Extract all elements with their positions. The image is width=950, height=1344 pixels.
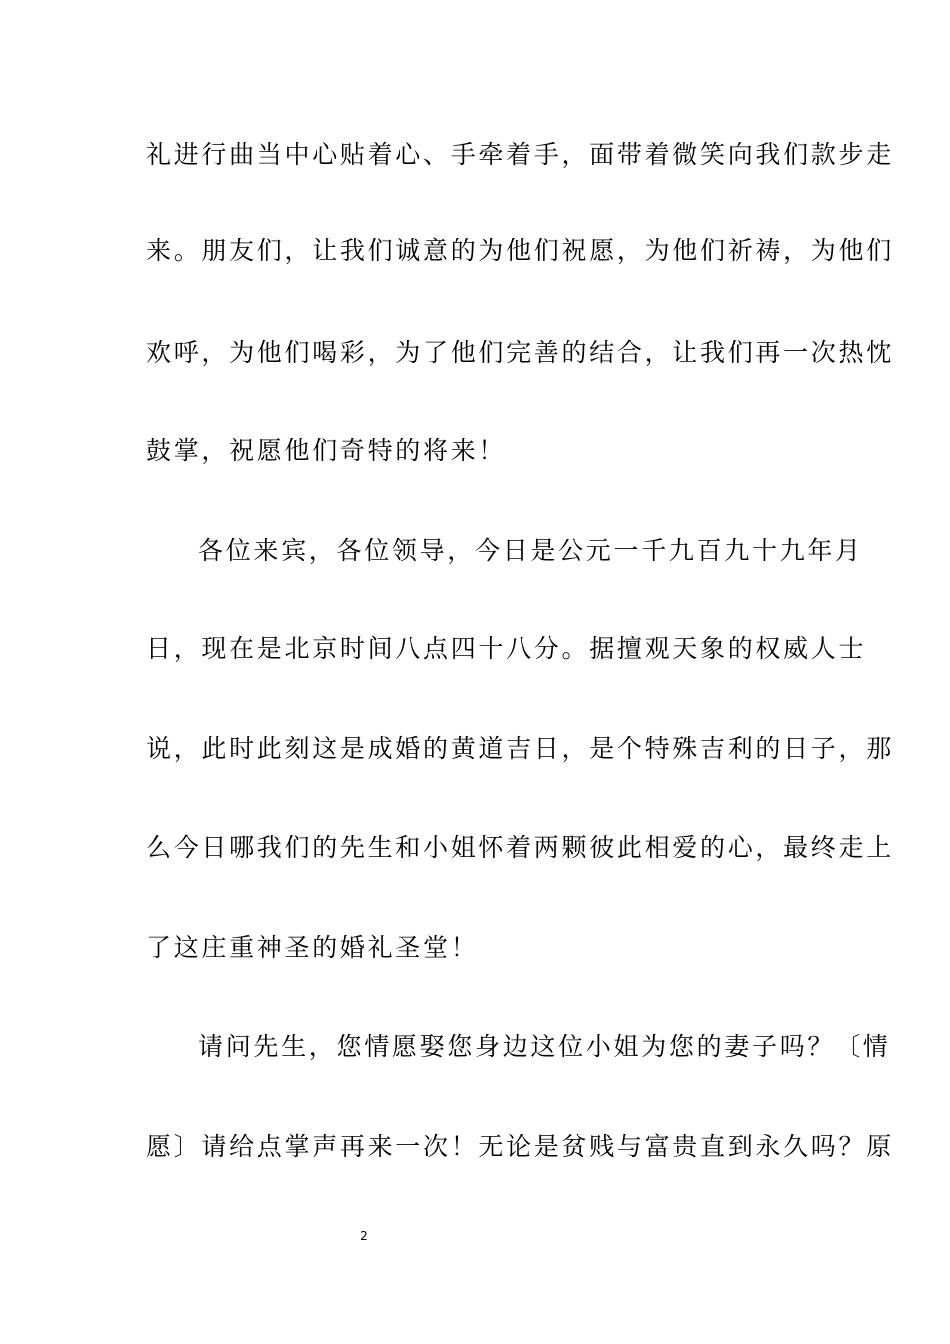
- paragraph-3-line-2: 愿〕请给点掌声再来一次！无论是贫贱与富贵直到永久吗？原: [146, 1132, 894, 1161]
- paragraph-2-line-3: 说，此时此刻这是成婚的黄道吉日，是个特殊吉利的日子，那: [146, 734, 894, 763]
- paragraph-3-line-1: 请问先生，您情愿娶您身边这位小姐为您的妻子吗？〔情: [198, 1032, 891, 1061]
- paragraph-2-line-1: 各位来宾，各位领导，今日是公元一千九百九十九年月: [198, 536, 863, 565]
- page-number: 2: [360, 1229, 368, 1243]
- paragraph-2-line-4: 么今日哪我们的先生和小姐怀着两颗彼此相爱的心，最终走上: [146, 833, 894, 862]
- paragraph-2-line-2: 日，现在是北京时间八点四十八分。据擅观天象的权威人士: [146, 634, 867, 663]
- paragraph-1-line-3: 欢呼，为他们喝彩，为了他们完善的结合，让我们再一次热忱: [146, 338, 894, 367]
- paragraph-1-line-1: 礼进行曲当中心贴着心、手牵着手，面带着微笑向我们款步走: [146, 140, 894, 169]
- paragraph-1-line-2: 来。朋友们，让我们诚意的为他们祝愿，为他们祈祷，为他们: [146, 236, 894, 265]
- paragraph-1-line-4: 鼓掌，祝愿他们奇特的将来！: [146, 436, 507, 465]
- paragraph-2-line-5: 了这庄重神圣的婚礼圣堂！: [146, 933, 479, 962]
